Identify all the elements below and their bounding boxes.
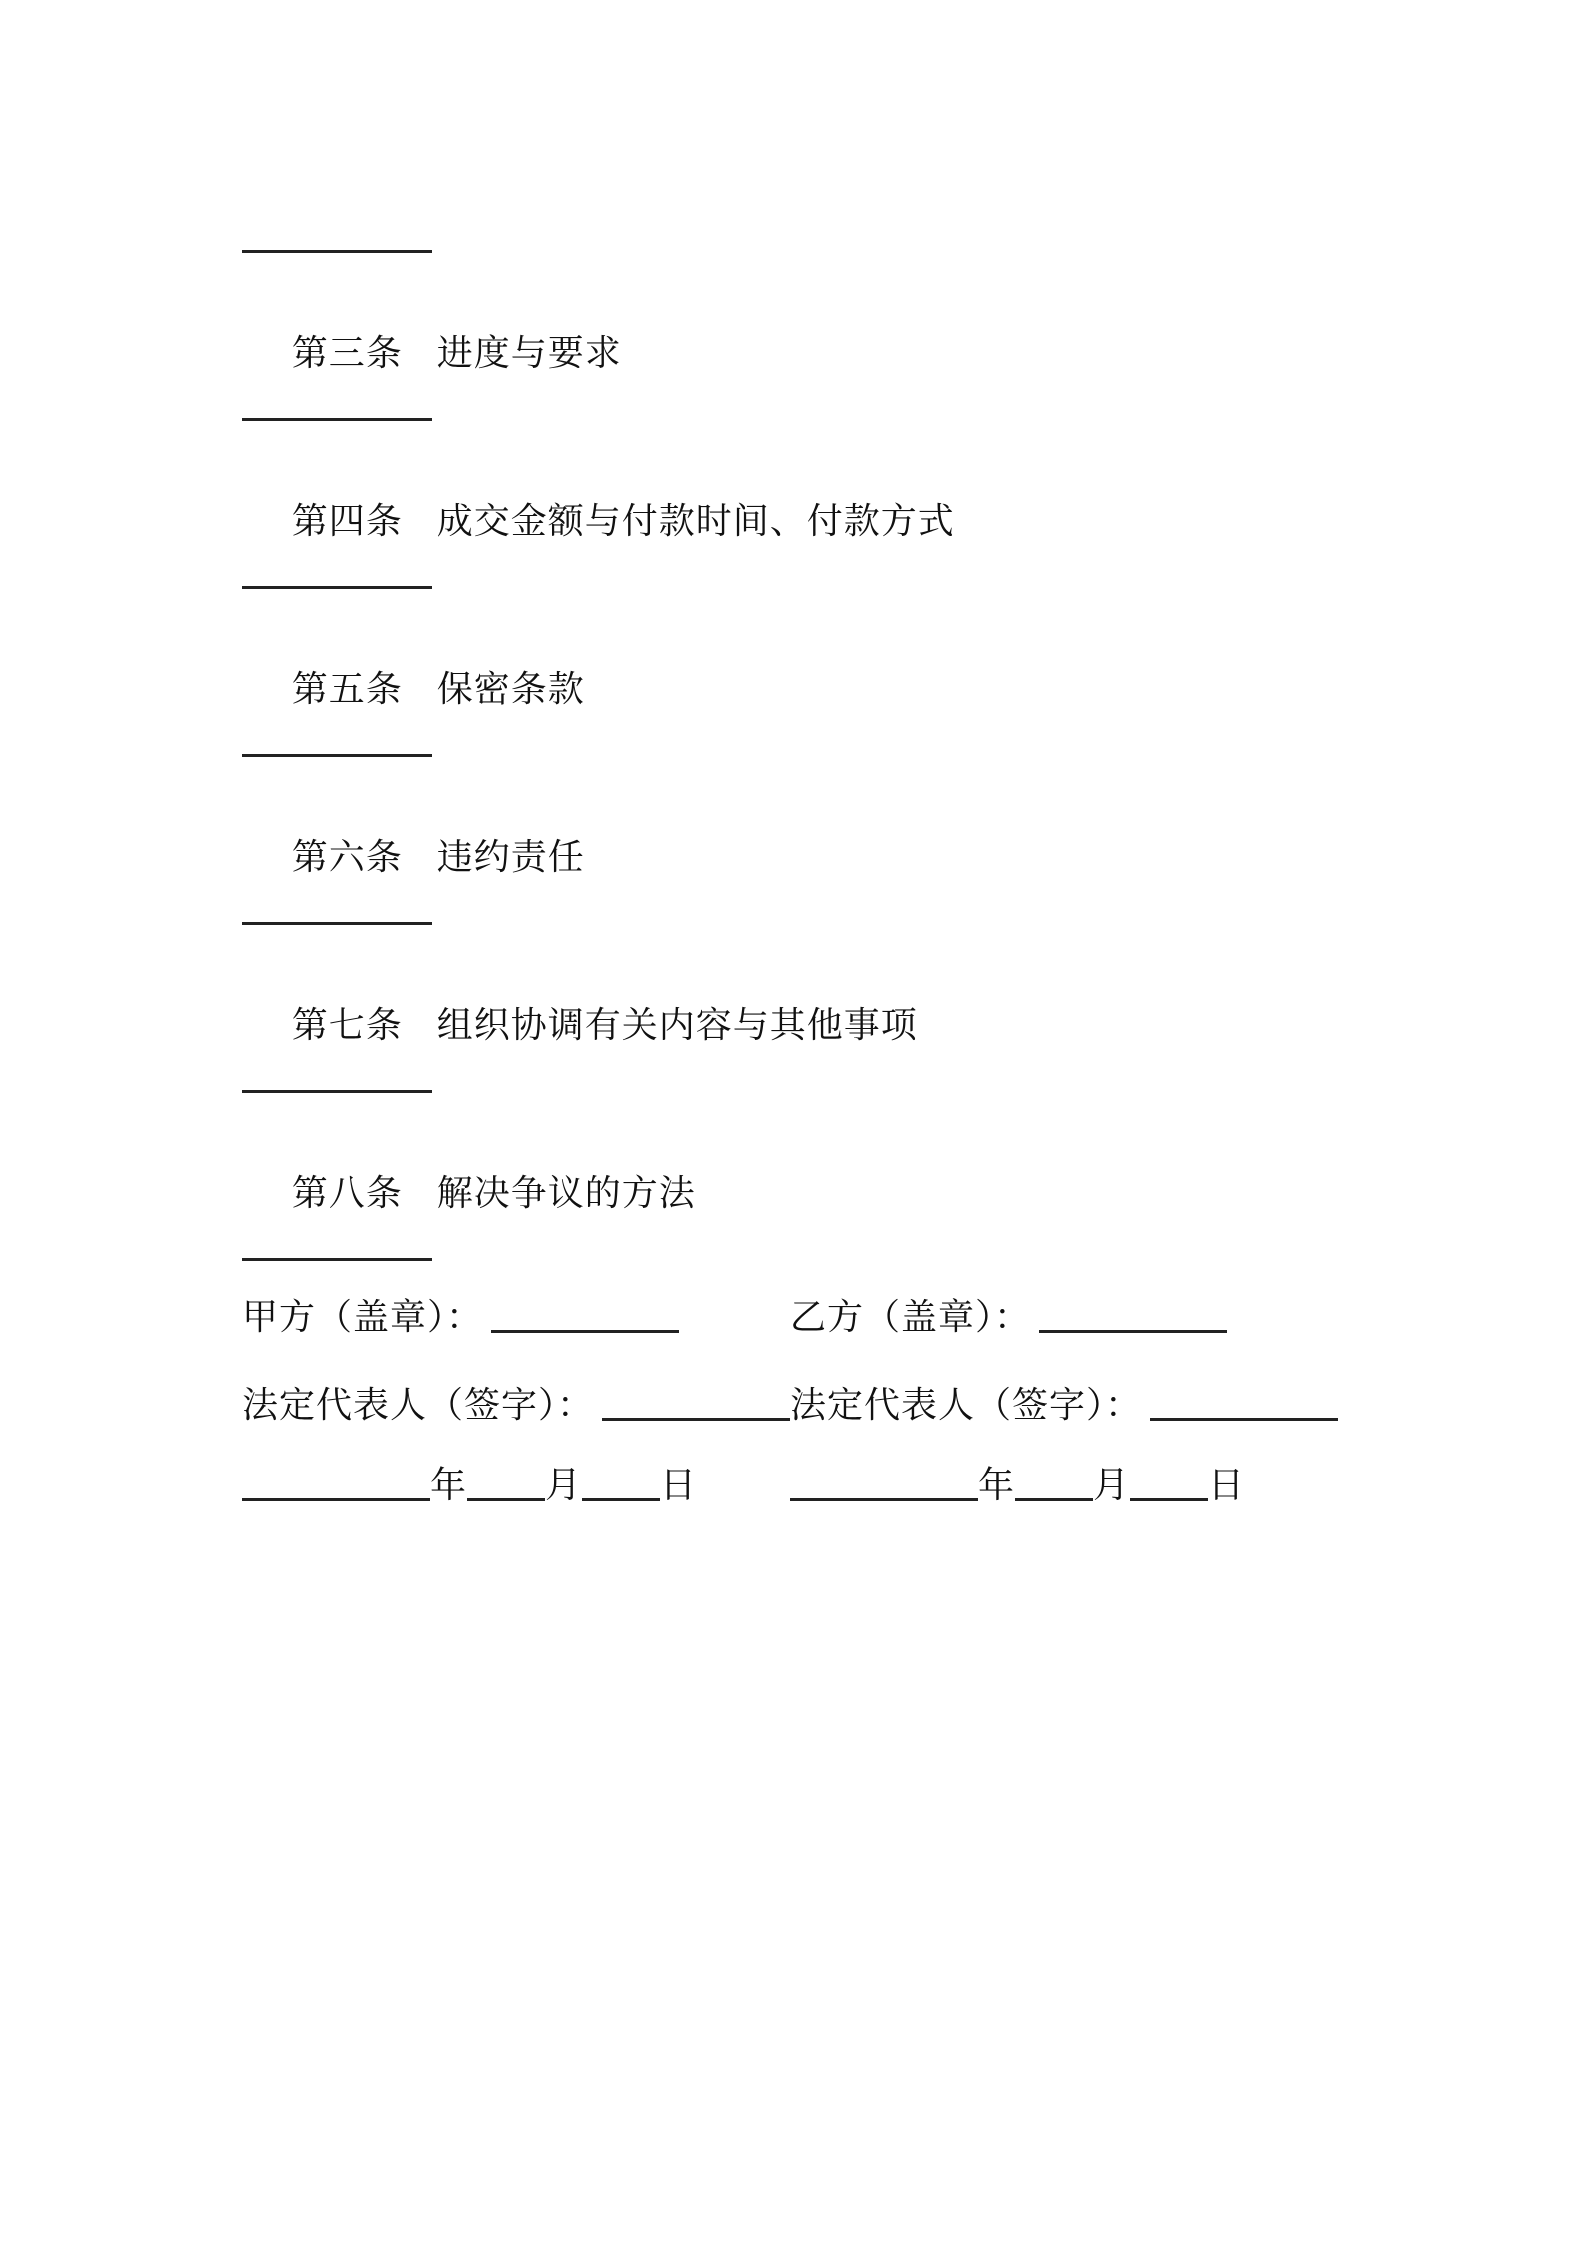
clause-number: 第七条 — [291, 1005, 403, 1046]
day-label: 日 — [660, 1465, 698, 1506]
clause-title: 进度与要求 — [436, 333, 622, 374]
party-a-rep-row — [242, 1384, 790, 1428]
year-label: 年 — [430, 1465, 468, 1506]
blank-line — [242, 1090, 432, 1093]
party-b-seal-blank — [1039, 1330, 1227, 1333]
blank-line — [242, 250, 432, 253]
party-b-date-row — [790, 1464, 1245, 1508]
party-b-rep-blank — [1150, 1418, 1338, 1421]
clause-title: 组织协调有关内容与其他事项 — [436, 1005, 918, 1046]
party-a-rep-blank — [602, 1418, 790, 1421]
year-blank — [790, 1498, 978, 1501]
clause-5 — [242, 624, 585, 756]
party-a-seal-blank — [491, 1330, 679, 1333]
day-label: 日 — [1208, 1465, 1246, 1506]
party-a-seal-label: 甲方（盖章）： — [242, 1297, 484, 1338]
clause-title: 违约责任 — [436, 837, 585, 878]
party-a-rep-label: 法定代表人（签字）： — [242, 1385, 595, 1426]
year-blank — [242, 1498, 430, 1501]
clause-number: 第八条 — [291, 1173, 403, 1214]
blank-line — [242, 418, 432, 421]
clause-number: 第三条 — [291, 333, 403, 374]
clause-7 — [242, 960, 918, 1092]
party-b-rep-row — [790, 1384, 1338, 1428]
month-label: 月 — [1093, 1465, 1131, 1506]
party-b-rep-label: 法定代表人（签字）： — [790, 1385, 1143, 1426]
clause-title: 成交金额与付款时间、付款方式 — [436, 501, 955, 542]
party-b-seal-label: 乙方（盖章）： — [790, 1297, 1032, 1338]
clause-title: 保密条款 — [436, 669, 585, 710]
clause-number: 第六条 — [291, 837, 403, 878]
blank-line — [242, 754, 432, 757]
clause-8 — [242, 1128, 696, 1260]
party-b-seal-row — [790, 1296, 1227, 1340]
clause-number: 第四条 — [291, 501, 403, 542]
blank-line — [242, 1258, 432, 1261]
clause-6 — [242, 792, 585, 924]
clause-title: 解决争议的方法 — [436, 1173, 696, 1214]
party-a-date-row — [242, 1464, 697, 1508]
clause-number: 第五条 — [291, 669, 403, 710]
day-blank — [1130, 1498, 1208, 1501]
party-a-seal-row — [242, 1296, 679, 1340]
blank-line — [242, 922, 432, 925]
month-blank — [467, 1498, 545, 1501]
year-label: 年 — [978, 1465, 1016, 1506]
month-label: 月 — [545, 1465, 583, 1506]
day-blank — [582, 1498, 660, 1501]
month-blank — [1015, 1498, 1093, 1501]
blank-line — [242, 586, 432, 589]
clause-4 — [242, 456, 955, 588]
clause-3 — [242, 288, 622, 420]
